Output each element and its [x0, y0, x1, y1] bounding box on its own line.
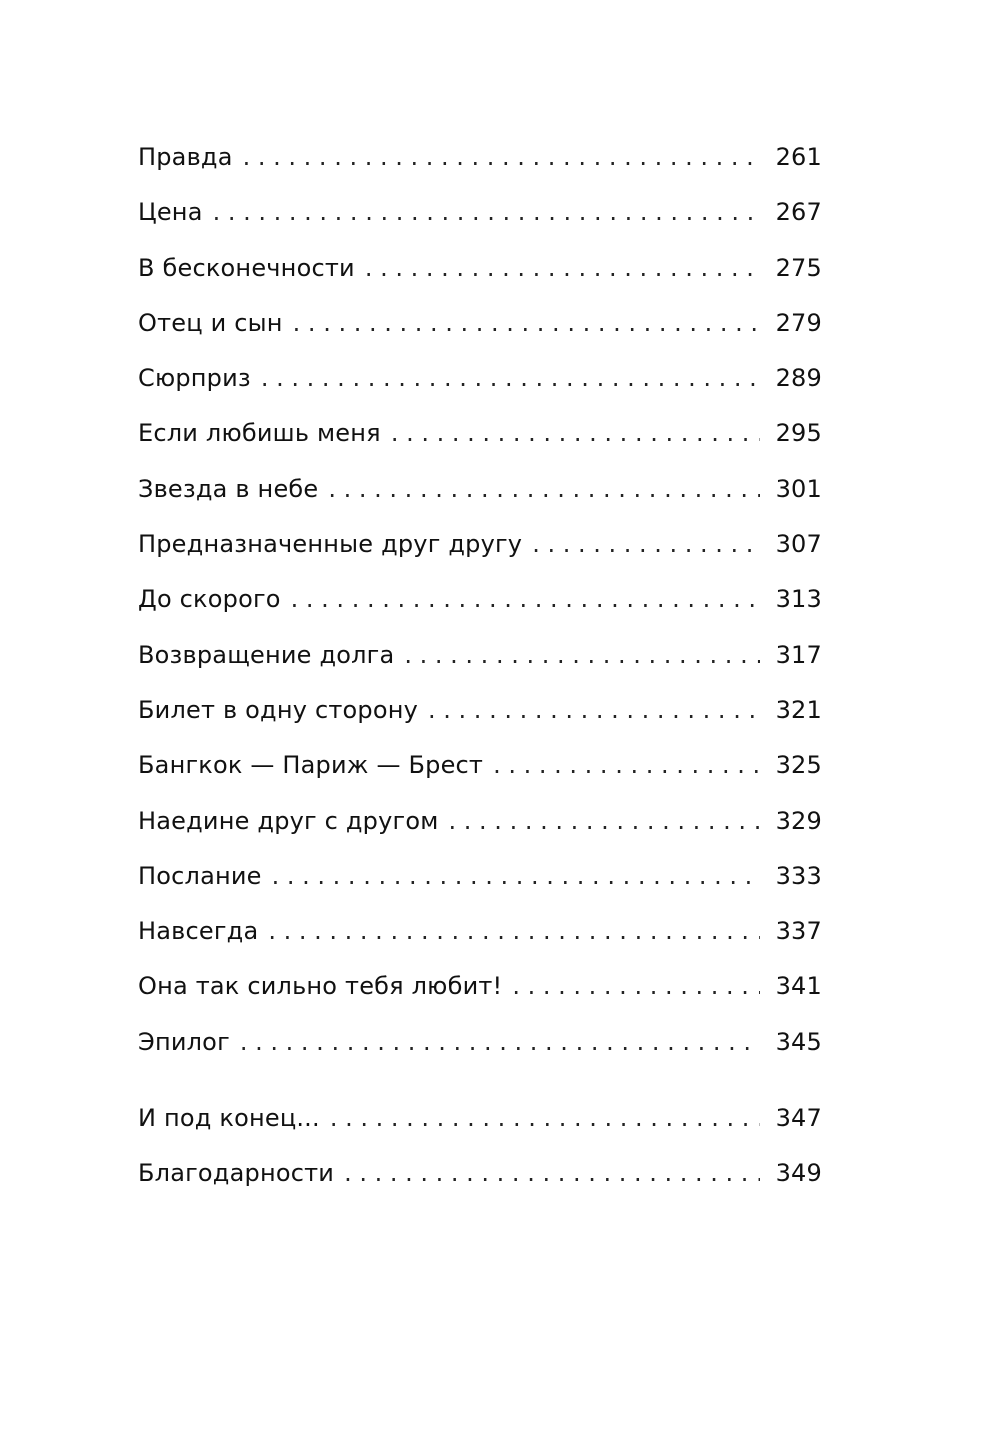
dot-leader [328, 469, 760, 509]
toc-entry-title: До скорого [138, 585, 281, 614]
toc-entry-title: Эпилог [138, 1027, 230, 1056]
toc-entry[interactable] [138, 801, 822, 856]
toc-entry-page: 317 [775, 640, 822, 669]
dot-leader [365, 248, 760, 288]
toc-entry[interactable] [138, 690, 822, 745]
dot-leader [243, 137, 760, 177]
toc-entry[interactable] [138, 856, 822, 911]
toc-entry-title: Послание [138, 861, 262, 890]
toc-entry-title: Правда [138, 143, 233, 171]
toc-entry-title: Сюрприз [138, 364, 251, 393]
toc-entry-title: В бесконечности [138, 253, 355, 282]
toc-entry[interactable] [138, 137, 822, 192]
toc-entry-page: 307 [775, 530, 822, 559]
toc-entry-page: 275 [775, 253, 822, 282]
dot-leader [213, 192, 760, 232]
dot-leader [404, 635, 760, 675]
toc-entry-page: 295 [775, 419, 822, 448]
toc-entry-page: 345 [775, 1027, 822, 1056]
toc-entry[interactable] [138, 1153, 822, 1208]
toc-entry-page: 333 [775, 861, 822, 890]
toc-entry-page: 261 [775, 143, 822, 171]
dot-leader [291, 579, 760, 619]
toc-entry[interactable] [138, 469, 822, 524]
toc-entry-title: И под конец... [138, 1104, 320, 1133]
toc-entry-title: Билет в одну сторону [138, 695, 419, 724]
toc-entry-page: 267 [775, 198, 822, 227]
dot-leader [449, 801, 760, 841]
toc-entry-page: 347 [775, 1104, 822, 1133]
toc-entry[interactable] [138, 524, 822, 579]
toc-entry[interactable] [138, 248, 822, 303]
toc-entry[interactable] [138, 579, 822, 634]
toc-entry-page: 337 [775, 917, 822, 946]
dot-leader [493, 745, 760, 785]
toc-entry-page: 279 [775, 308, 822, 337]
dot-leader [240, 1022, 760, 1062]
toc-entry[interactable] [138, 966, 822, 1021]
toc-entry-page: 321 [775, 695, 822, 724]
toc-entry-title: Предназначенные друг другу [138, 530, 523, 559]
toc-entry-page: 341 [775, 972, 822, 1001]
toc-entry-title: Наедине друг с другом [138, 806, 439, 835]
toc-entry-title: Если любишь меня [138, 419, 381, 448]
toc-entry[interactable] [138, 192, 822, 247]
dot-leader [330, 1098, 760, 1138]
dot-leader [272, 856, 760, 896]
toc-entry[interactable] [138, 635, 822, 690]
toc-entry-page: 349 [775, 1159, 822, 1188]
toc-entry-title: Навсегда [138, 917, 259, 946]
toc-entry[interactable] [138, 358, 822, 413]
toc-entry[interactable] [138, 1022, 822, 1077]
toc-back-matter [138, 1098, 822, 1209]
toc-entry[interactable] [138, 413, 822, 468]
dot-leader [512, 966, 760, 1006]
dot-leader [391, 413, 760, 453]
toc-entry-title: Благодарности [138, 1159, 335, 1188]
dot-leader [344, 1153, 760, 1193]
dot-leader [268, 911, 760, 951]
toc-entry-title: Цена [138, 198, 203, 227]
dot-leader [293, 303, 760, 343]
toc-entry-title: Звезда в небе [138, 474, 319, 503]
toc-entry-page: 289 [775, 364, 822, 393]
dot-leader [428, 690, 760, 730]
table-of-contents [138, 137, 822, 1209]
toc-entry-title: Бангкок — Париж — Брест [138, 751, 484, 780]
toc-entry-page: 325 [775, 751, 822, 780]
toc-entry-page: 301 [775, 474, 822, 503]
toc-entry-title: Возвращение долга [138, 640, 395, 669]
toc-entry-title: Отец и сын [138, 308, 283, 337]
toc-chapters [138, 137, 822, 1077]
dot-leader [532, 524, 760, 564]
toc-entry[interactable] [138, 911, 822, 966]
toc-entry-title: Она так сильно тебя любит! [138, 972, 503, 1001]
toc-entry[interactable] [138, 745, 822, 800]
toc-entry[interactable] [138, 1098, 822, 1153]
toc-entry-page: 329 [775, 806, 822, 835]
toc-entry-page: 313 [775, 585, 822, 614]
dot-leader [261, 358, 760, 398]
toc-entry[interactable] [138, 303, 822, 358]
